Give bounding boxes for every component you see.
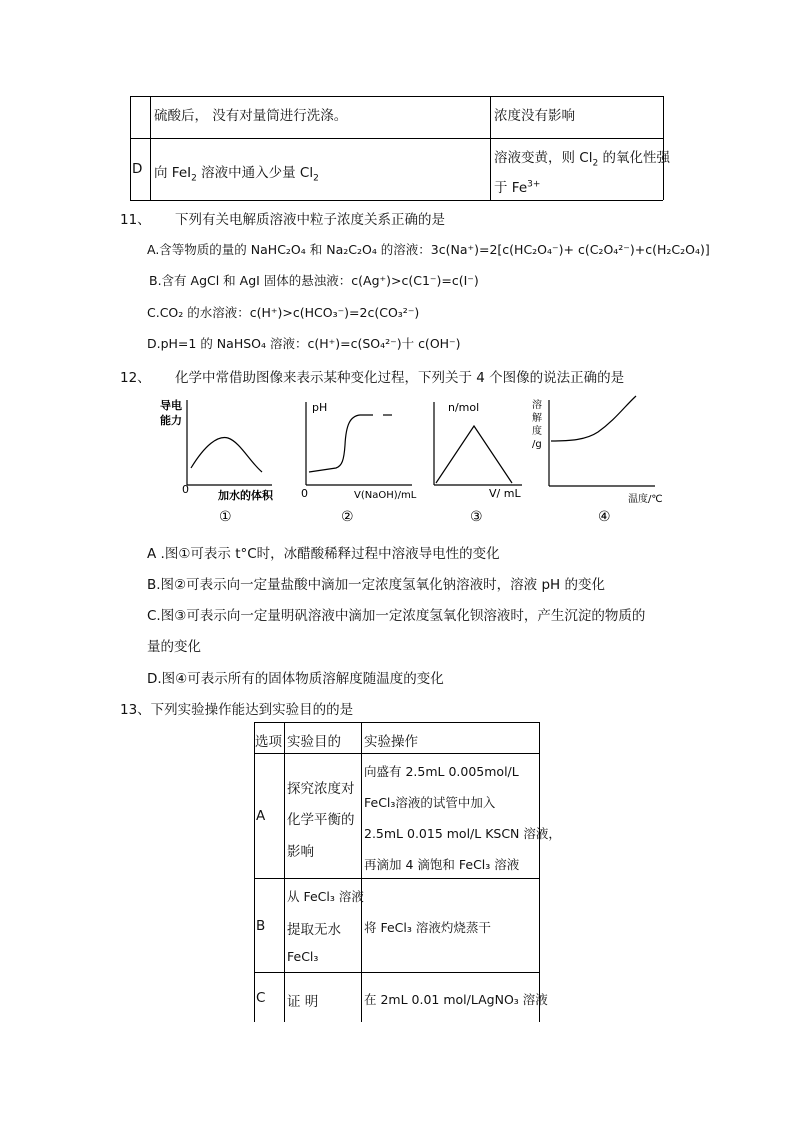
q13-rowB-purpose-1: 从 FeCl₃ 溶液 bbox=[287, 889, 364, 904]
graph1-xlabel: 加水的体积 bbox=[218, 489, 273, 502]
graph2-ylabel: pH bbox=[312, 401, 328, 414]
q13-rowB-purpose-3: FeCl₃ bbox=[287, 949, 319, 964]
q13-rowA-option: A bbox=[256, 808, 266, 824]
row1-conclusion: 浓度没有影响 bbox=[494, 108, 575, 124]
q13-stem: 13、下列实验操作能达到实验目的的是 bbox=[120, 702, 354, 718]
q12-option-a: A .图①可表示 t°C时，冰醋酸稀释过程中溶液导电性的变化 bbox=[147, 546, 500, 562]
graph4-ylabel-char3: 度 bbox=[532, 426, 542, 437]
q13-rowA-operation-4: 再滴加 4 滴饱和 FeCl₃ 溶液 bbox=[364, 857, 520, 872]
graph3-ylabel: n/mol bbox=[448, 401, 480, 414]
q13-rowA-operation-1: 向盛有 2.5mL 0.005mol/L bbox=[364, 764, 519, 779]
graph1-ylabel-line1: 导电 bbox=[160, 399, 182, 412]
q11-option-a: A.含等物质的量的 NaHC₂O₄ 和 Na₂C₂O₄ 的溶液：3c(Na⁺)=2[c(HC₂O₄⁻)+ c(C₂O₄²⁻)+c(H₂C₂O₄)] bbox=[147, 242, 710, 257]
graph2-origin: 0 bbox=[301, 487, 308, 500]
row2-conclusion-line1: 溶液变黄，则 $Cl_2$ 的氧化性强 bbox=[494, 150, 670, 169]
q12-option-d: D.图④可表示所有的固体物质溶解度随温度的变化 bbox=[147, 671, 444, 687]
q13-rowC-operation: 在 2mL 0.01 mol/LAgNO₃ 溶液 bbox=[364, 992, 548, 1007]
graph4-caption: ④ bbox=[598, 509, 611, 525]
q13-rowB-option: B bbox=[256, 918, 266, 934]
q12-stem: 化学中常借助图像来表示某种变化过程，下列关于 4 个图像的说法正确的是 bbox=[175, 370, 625, 386]
q13-rowA-purpose-2: 化学平衡的 bbox=[287, 812, 355, 828]
q12-option-b: B.图②可表示向一定量盐酸中滴加一定浓度氢氧化钠溶液时，溶液 pH 的变化 bbox=[147, 577, 605, 593]
q11-option-c: C.CO₂ 的水溶液：c(H⁺)>c(HCO₃⁻)=2c(CO₃²⁻) bbox=[147, 305, 420, 320]
q11-number: 11、 bbox=[120, 212, 151, 228]
q11-option-d: D.pH=1 的 NaHSO₄ 溶液：c(H⁺)=c(SO₄²⁻)十 c(OH⁻) bbox=[147, 336, 461, 351]
q13-rowC-purpose: 证 明 bbox=[287, 994, 319, 1010]
q13-header-option: 选项 bbox=[255, 734, 282, 750]
q13-header-operation: 实验操作 bbox=[364, 734, 418, 750]
row2-conclusion-line2: 于 $Fe^{3+}$ bbox=[494, 179, 541, 196]
graph4-ylabel-char1: 溶 bbox=[532, 400, 542, 411]
q13-rowA-operation-2: FeCl₃溶液的试管中加入 bbox=[364, 795, 496, 810]
q13-rowA-purpose-3: 影响 bbox=[287, 844, 314, 860]
graph4-ylabel-char2: 解 bbox=[532, 413, 542, 424]
graph-3 bbox=[434, 402, 522, 485]
q12-graphs bbox=[0, 390, 794, 530]
graph3-xlabel: V/ mL bbox=[489, 487, 521, 500]
graph4-ylabel-char4: /g bbox=[532, 439, 542, 450]
q11-option-b: B.含有 AgCl 和 AgI 固体的悬浊液：c(Ag⁺)>c(C1⁻)=c(I⁻) bbox=[149, 273, 479, 288]
row1-operation: 硫酸后， 没有对量筒进行洗涤。 bbox=[154, 108, 348, 124]
q13-rowB-operation: 将 FeCl₃ 溶液灼烧蒸干 bbox=[364, 920, 491, 935]
graph1-ylabel-line2: 能力 bbox=[160, 414, 182, 427]
q13-rowC-option: C bbox=[256, 990, 266, 1006]
graph4-xlabel: 温度/℃ bbox=[628, 494, 663, 505]
q12-option-c-line1: C.图③可表示向一定量明矾溶液中滴加一定浓度氢氧化钡溶液时，产生沉淀的物质的 bbox=[147, 608, 646, 624]
q13-header-purpose: 实验目的 bbox=[287, 734, 341, 750]
graph-2 bbox=[306, 402, 412, 485]
graph2-caption: ② bbox=[341, 509, 354, 525]
q13-rowA-purpose-1: 探究浓度对 bbox=[287, 781, 355, 797]
q13-rowA-operation-3: 2.5mL 0.015 mol/L KSCN 溶液， bbox=[364, 826, 561, 841]
row2-operation: 向 FeI$_2$ 溶液中通入少量 $Cl_2$ bbox=[154, 165, 319, 184]
graph2-xlabel: V(NaOH)/mL bbox=[354, 490, 417, 501]
q12-number: 12、 bbox=[120, 370, 151, 386]
q11-stem: 下列有关电解质溶液中粒子浓度关系正确的是 bbox=[175, 212, 445, 228]
graph3-caption: ③ bbox=[470, 509, 483, 525]
q13-rowB-purpose-2: 提取无水 bbox=[287, 922, 341, 938]
graph-4 bbox=[549, 396, 655, 486]
row2-option: D bbox=[132, 161, 143, 177]
q12-option-c-line2: 量的变化 bbox=[147, 639, 201, 655]
graph-1 bbox=[187, 400, 272, 485]
graph1-origin: 0 bbox=[182, 483, 189, 496]
graph1-caption: ① bbox=[219, 509, 232, 525]
